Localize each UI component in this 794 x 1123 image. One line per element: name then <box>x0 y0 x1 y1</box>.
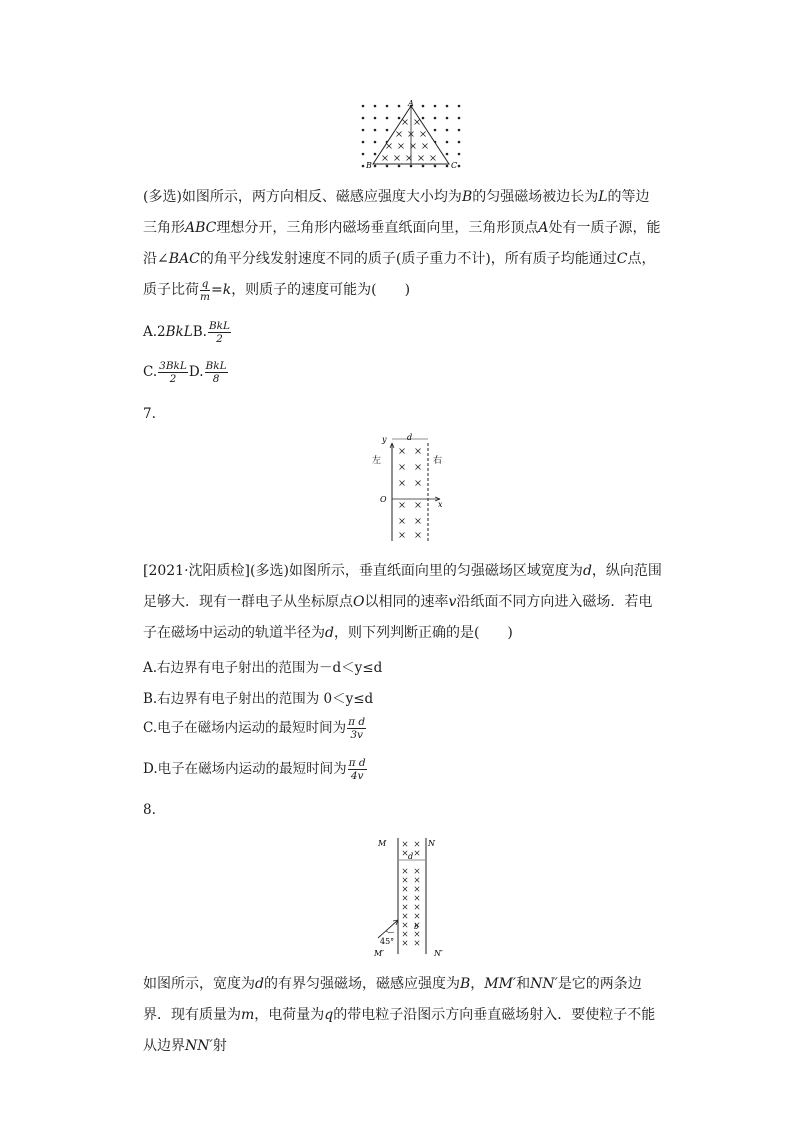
label-N-prime: N′ <box>434 949 443 958</box>
width-d-label: d <box>408 852 414 861</box>
angle-45-label: 45° <box>380 937 395 946</box>
q8-stem: 如图所示，宽度为d的有界匀强磁场，磁感应强度为B，MM′和NN′是它的两条边界．现有质量为m，电荷量为q的带电粒子沿图示方向垂直磁场射入．要使粒子不能从边界NN′射 <box>143 976 656 1054</box>
triangle-field-figure <box>355 100 467 172</box>
width-d-label: d <box>407 433 413 442</box>
label-B: B <box>366 161 372 170</box>
q6-stem: (多选)如图所示，两方向相反、磁感应强度大小均为B的匀强磁场被边长为L的等边三角形ABC理想分开，三角形内磁场垂直纸面向里，三角形顶点A处有一质子源，能沿∠BAC的角平分线发射速度不同的质子(质子重力不计)，所有质子均能通过C点，质子比荷 $\frac{q}{m}$ =k，则质子的速度可能为( ) <box>143 189 661 303</box>
label-b: b <box>414 923 419 931</box>
charge-mass-ratio: $\frac{q}{m}$ <box>200 277 210 303</box>
label-A: A <box>408 100 414 108</box>
q6-option-ab: A.2BkLB. $\frac{\text{BkL}}{2}$ <box>143 320 230 345</box>
bounded-field-figure <box>372 834 452 959</box>
axis-x-label: x <box>438 500 443 509</box>
strip-field-figure <box>370 433 450 543</box>
right-label: 右 <box>433 456 443 466</box>
axis-y-label: y <box>382 435 387 444</box>
q7-option-b: B.右边界有电子射出的范围为 0＜y≤d <box>143 691 374 707</box>
q7-stem: [2021·沈阳质检](多选)如图所示，垂直纸面向里的匀强磁场区域宽度为d，纵向范围足够大．现有一群电子从坐标原点O以相同的速率v沿纸面不同方向进入磁场．若电子在磁场中运动的轨道半径为d，则下列判断正确的是( ) <box>143 563 662 641</box>
origin-label: O <box>380 495 387 504</box>
label-C: C <box>451 161 458 170</box>
label-M-prime: M′ <box>374 949 385 958</box>
q7-option-c: C.电子在磁场内运动的最短时间为 $\frac{\text{π d}}{3v}$ <box>143 716 366 741</box>
label-M: M <box>378 839 387 848</box>
q7-option-d: D.电子在磁场内运动的最短时间为 $\frac{\text{π d}}{4v}$ <box>143 757 366 782</box>
label-N: N <box>428 839 435 848</box>
q8-number: 8. <box>143 802 156 818</box>
left-label: 左 <box>372 456 382 466</box>
q7-option-a: A.右边界有电子射出的范围为－d＜y≤d <box>143 660 383 676</box>
q7-number: 7. <box>143 406 156 422</box>
q6-option-cd: C. $\frac{\text{3BkL}}{2}$ D. $\frac{\text{BkL}}{8}$ <box>143 360 227 385</box>
